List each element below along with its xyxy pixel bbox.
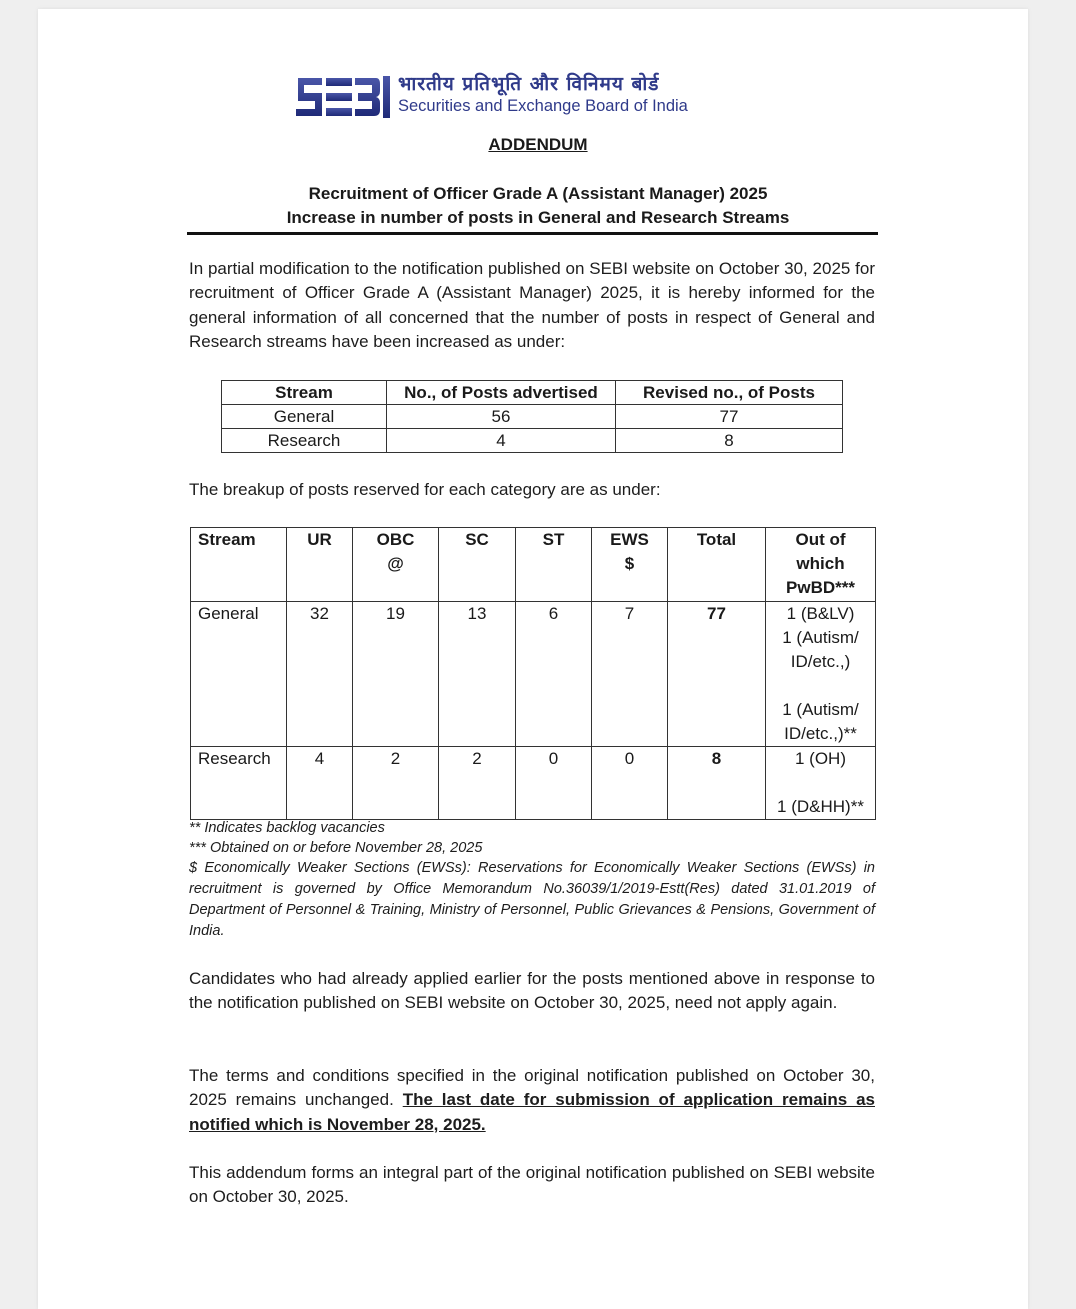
cell-ews: 7 (592, 602, 668, 747)
cell-stream: Research (191, 747, 287, 820)
table-cell: 56 (387, 405, 616, 429)
cell-pwbd (766, 602, 876, 747)
last-date-emphasis: The last date for submission of application remains as notified which is November 28, 2025. (189, 1090, 875, 1134)
table-row (191, 602, 876, 747)
footnote-obtained: *** Obtained on or before November 28, 2025 (189, 840, 483, 856)
table-cell: 77 (616, 405, 843, 429)
org-name-english: Securities and Exchange Board of India (398, 97, 688, 115)
cell-stream: General (191, 602, 287, 747)
column-header-pwbd (766, 528, 876, 602)
footnote-ews: $ Economically Weaker Sections (EWSs): Reservations for Economically Weaker Sections (EWSs) in recruitment is governed by Office Memorandum No.36039/1/2019-Estt(Res) dated 31.01.2019 of Department of Personnel & Training, Ministry of Personnel, Public Grievances & Pensions, Government of India. (189, 860, 875, 939)
footnotes (189, 818, 875, 942)
pwbd-line: ID/etc.,) (790, 652, 851, 671)
column-header-ews (592, 528, 668, 602)
org-name-hindi: भारतीय प्रतिभूति और विनिमय बोर्ड (398, 73, 660, 95)
candidates-paragraph: Candidates who had already applied earlier for the posts mentioned above in response to the notification published on SEBI website on October 30, 2025, need not apply again. (189, 969, 875, 1013)
header-text: ST (542, 530, 565, 549)
header-text: $ (624, 554, 635, 573)
header-text: @ (387, 554, 404, 573)
header-text: SC (465, 530, 489, 549)
column-header: No., of Posts advertised (387, 381, 616, 405)
header-text: UR (307, 530, 332, 549)
cell-sc: 2 (439, 747, 516, 820)
header-text: which (796, 554, 845, 573)
pwbd-line: 1 (Autism/ (782, 700, 859, 719)
table-row (222, 429, 843, 453)
column-header: Stream (222, 381, 387, 405)
cell-ur: 4 (287, 747, 353, 820)
table-cell: General (222, 405, 387, 429)
revision-table (221, 380, 843, 453)
intro-paragraph: In partial modification to the notification published on SEBI website on October 30, 2025 for recruitment of Officer Grade A (Assistant Manager) 2025, it is hereby informed for the general information of all concerned that the number of posts in respect of General and Research streams have been increased as under: (189, 259, 875, 351)
cell-sc: 13 (439, 602, 516, 747)
column-header-total (668, 528, 766, 602)
document-subtitle: Increase in number of posts in General and Research Streams (286, 208, 790, 227)
header-text: OBC (376, 530, 415, 549)
header-text: EWS (610, 530, 649, 549)
column-header-obc (353, 528, 439, 602)
cell-ews: 0 (592, 747, 668, 820)
pwbd-line (766, 674, 875, 698)
pwbd-line: 1 (B&LV) (786, 604, 855, 623)
sebi-logo-icon (292, 74, 392, 120)
footnote-backlog: ** Indicates backlog vacancies (189, 820, 385, 836)
cell-st: 0 (516, 747, 592, 820)
table-cell: 8 (616, 429, 843, 453)
cell-obc: 19 (353, 602, 439, 747)
cell-pwbd (766, 747, 876, 820)
column-header-stream (191, 528, 287, 602)
breakup-table (190, 527, 876, 820)
column-header-st (516, 528, 592, 602)
cell-obc: 2 (353, 747, 439, 820)
cell-total: 8 (668, 747, 766, 820)
closing-paragraph: This addendum forms an integral part of the original notification published on SEBI website on October 30, 2025. (189, 1163, 875, 1207)
cell-total: 77 (668, 602, 766, 747)
breakup-intro: The breakup of posts reserved for each category are as under: (189, 480, 661, 499)
column-header-ur (287, 528, 353, 602)
table-header-row (222, 381, 843, 405)
pwbd-line (766, 771, 875, 795)
table-cell: 4 (387, 429, 616, 453)
cell-st: 6 (516, 602, 592, 747)
header-text: Stream (198, 530, 256, 549)
terms-paragraph (189, 1064, 875, 1137)
table-row (191, 747, 876, 820)
pwbd-line: 1 (D&HH)** (777, 797, 864, 816)
table-cell: Research (222, 429, 387, 453)
header-text: Total (696, 530, 737, 549)
sebi-logo (292, 70, 712, 126)
title-divider (187, 232, 878, 235)
pwbd-line: 1 (OH) (795, 749, 846, 768)
document-label: ADDENDUM (488, 135, 588, 154)
column-header: Revised no., of Posts (616, 381, 843, 405)
column-header-sc (439, 528, 516, 602)
pwbd-line: 1 (Autism/ (782, 628, 859, 647)
header-text: PwBD*** (786, 578, 855, 597)
pwbd-line: ID/etc.,)** (784, 724, 857, 743)
header-text: Out of (795, 530, 846, 549)
table-row (222, 405, 843, 429)
terms-text: The terms and conditions specified in the original notification published on October 30, 2025 remains unchanged. (189, 1066, 875, 1110)
cell-ur: 32 (287, 602, 353, 747)
table-header-row (191, 528, 876, 602)
document-title: Recruitment of Officer Grade A (Assistant Manager) 2025 (308, 184, 768, 203)
